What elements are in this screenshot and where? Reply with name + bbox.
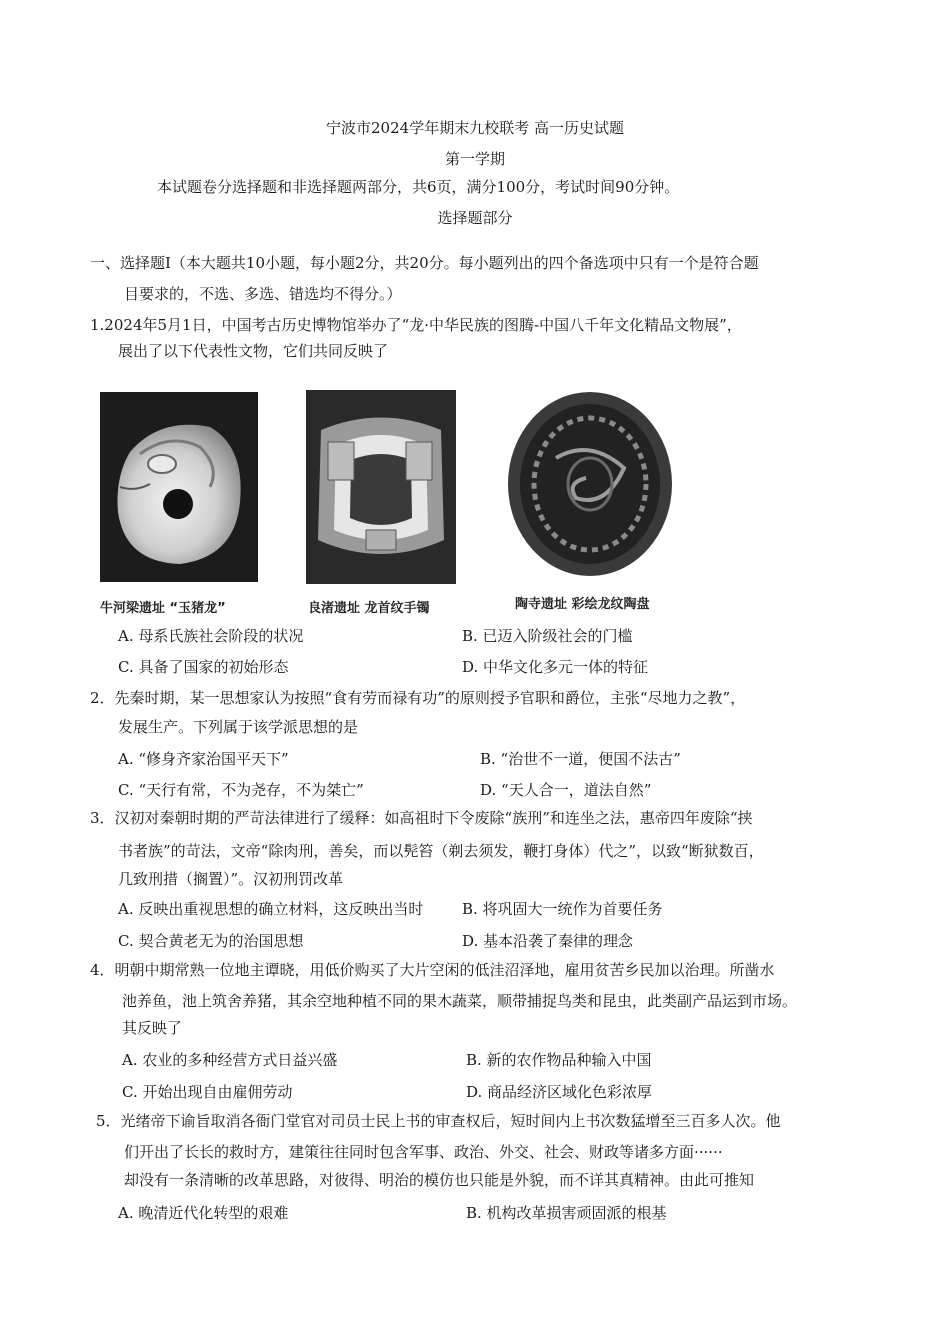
q4-line2: 池养鱼，池上筑舍养猪，其余空地种植不同的果木蔬菜，顺带捕捉鸟类和昆虫，此类副产品运到市场。 bbox=[122, 992, 798, 1010]
q3-line3: 几致刑措（搁置）”。汉初刑罚改革 bbox=[118, 870, 344, 888]
q1-option-a: A. 母系氏族社会阶段的状况 bbox=[118, 627, 304, 645]
section1-line1: 一、选择题Ⅰ（本大题共10小题，每小题2分，共20分。每小题列出的四个备选项中只有一个是符合题 bbox=[90, 254, 759, 272]
semester-label: 第一学期 bbox=[444, 150, 505, 168]
exam-intro: 本试题卷分选择题和非选择题两部分，共6页，满分100分，考试时间90分钟。 bbox=[157, 178, 680, 196]
q1-option-c: C. 具备了国家的初始形态 bbox=[118, 658, 289, 676]
q2-line2: 发展生产。下列属于该学派思想的是 bbox=[118, 718, 359, 736]
q4-option-d: D. 商品经济区域化色彩浓厚 bbox=[466, 1083, 653, 1101]
q2-option-b: B. “治世不一道，便国不法古” bbox=[480, 750, 681, 768]
figure3-caption: 陶寺遗址 彩绘龙纹陶盘 bbox=[515, 597, 650, 612]
q3-option-b: B. 将巩固大一统作为首要任务 bbox=[462, 900, 663, 918]
q5-line2: 们开出了长长的救时方，建策往往同时包含军事、政治、外交、社会、财政等诸多方面······ bbox=[124, 1143, 723, 1161]
q5-line3: 却没有一条清晰的改革思路，对彼得、明治的模仿也只能是外貌，而不详其真精神。由此可推知 bbox=[124, 1171, 755, 1189]
q3-line1: 3．汉初对秦朝时期的严苛法律进行了缓释：如高祖时下令废除“族刑”和连坐之法，惠帝四年废除“挟 bbox=[90, 809, 753, 827]
q5-option-b: B. 机构改革损害顽固派的根基 bbox=[466, 1204, 667, 1222]
q3-option-d: D. 基本沿袭了秦律的理念 bbox=[462, 932, 634, 950]
q1-option-d: D. 中华文化多元一体的特征 bbox=[462, 658, 649, 676]
q4-line3: 其反映了 bbox=[122, 1019, 183, 1037]
section1-line2: 目要求的，不选、多选、错选均不得分。） bbox=[124, 285, 402, 303]
q5-line1: 5．光绪帝下谕旨取消各衙门堂官对司员士民上书的审查权后，短时间内上书次数猛增至三百多人次。他 bbox=[96, 1112, 781, 1130]
figure1-caption: 牛河梁遗址 “玉猪龙” bbox=[100, 601, 226, 616]
q4-option-c: C. 开始出现自由雇佣劳动 bbox=[122, 1083, 293, 1101]
exam-title: 宁波市2024学年期末九校联考 高一历史试题 bbox=[326, 119, 624, 137]
q4-option-b: B. 新的农作物品种输入中国 bbox=[466, 1051, 652, 1069]
part-label: 选择题部分 bbox=[437, 209, 513, 227]
dragon-bracelet-photo bbox=[306, 390, 456, 584]
q2-line1: 2．先秦时期，某一思想家认为按照“食有劳而禄有功”的原则授予官职和爵位，主张“尽地力之教”， bbox=[90, 689, 746, 707]
q4-option-a: A. 农业的多种经营方式日益兴盛 bbox=[122, 1051, 338, 1069]
q2-option-c: C. “天行有常，不为尧存，不为桀亡” bbox=[118, 781, 364, 799]
q3-option-a: A. 反映出重视思想的确立材料，这反映出当时 bbox=[118, 900, 424, 918]
q2-option-d: D. “天人合一，道法自然” bbox=[480, 781, 652, 799]
q4-line1: 4．明朝中期常熟一位地主谭晓，用低价购买了大片空闲的低洼沼泽地，雇用贫苦乡民加以治理。所凿水 bbox=[90, 961, 775, 979]
q1-option-b: B. 已迈入阶级社会的门槛 bbox=[462, 627, 633, 645]
q2-option-a: A. “修身齐家治国平天下” bbox=[118, 750, 289, 768]
q3-option-c: C. 契合黄老无为的治国思想 bbox=[118, 932, 304, 950]
q1-line2: 展出了以下代表性文物，它们共同反映了 bbox=[118, 342, 389, 360]
q3-line2: 书者族”的苛法，文帝“除肉刑，善矣，而以髡笞（剃去须发，鞭打身体）代之”，以致“断狱数百， bbox=[118, 842, 764, 860]
q1-line1: 1.2024年5月1日，中国考古历史博物馆举办了“龙·中华民族的图腾-中国八千年文化精品文物展”， bbox=[90, 316, 742, 334]
dragon-plate-photo bbox=[506, 388, 674, 588]
figure2-caption: 良渚遗址 龙首纹手镯 bbox=[308, 601, 430, 616]
q5-option-a: A. 晚清近代化转型的艰难 bbox=[118, 1204, 289, 1222]
jade-pig-dragon-photo bbox=[100, 392, 258, 582]
